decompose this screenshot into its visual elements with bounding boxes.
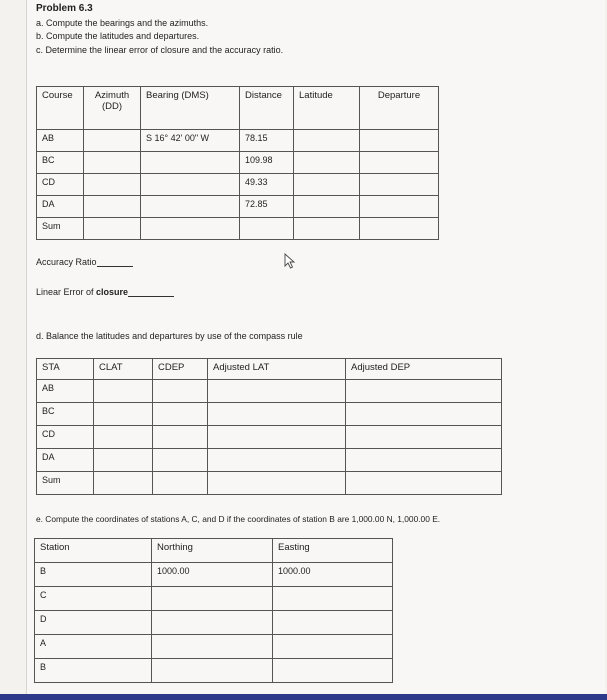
accuracy-ratio-blank[interactable] [97,257,133,267]
linear-error-label-bold: closure [96,287,129,297]
header-sta: STA [37,359,94,380]
table-row [37,472,502,495]
northing-cell[interactable] [152,659,273,683]
adjusted-dep-cell[interactable] [346,426,502,449]
header-adjusted-lat: Adjusted LAT [208,359,346,380]
bearing-cell[interactable] [141,196,240,218]
problem-title: Problem 6.3 [36,3,93,14]
easting-cell[interactable] [273,611,393,635]
cdep-cell[interactable] [153,426,208,449]
table-row [37,174,439,196]
sta-cell: Sum [37,472,94,495]
header-northing: Northing [152,539,273,563]
adjusted-lat-cell[interactable] [208,426,346,449]
northing-cell[interactable] [152,587,273,611]
azimuth-cell[interactable] [84,130,141,152]
azimuth-cell[interactable] [84,152,141,174]
azimuth-cell[interactable] [84,174,141,196]
table-row [35,563,393,587]
departure-cell[interactable] [360,130,439,152]
header-course: Course [37,87,84,130]
table-row [35,659,393,683]
header-easting: Easting [273,539,393,563]
latitude-cell[interactable] [294,130,360,152]
sta-cell: BC [37,403,94,426]
distance-cell: 109.98 [240,152,294,174]
header-adjusted-dep: Adjusted DEP [346,359,502,380]
bottom-edge-strip [0,694,607,700]
adjusted-dep-cell[interactable] [346,472,502,495]
northing-cell: 1000.00 [152,563,273,587]
distance-cell: 49.33 [240,174,294,196]
table-row [37,380,502,403]
bearing-cell[interactable] [141,152,240,174]
station-cell: B [35,563,152,587]
header-distance: Distance [240,87,294,130]
course-cell: Sum [37,218,84,240]
station-cell: A [35,635,152,659]
departure-cell[interactable] [360,196,439,218]
latitude-cell[interactable] [294,174,360,196]
clat-cell[interactable] [94,449,153,472]
latitude-cell[interactable] [294,152,360,174]
station-cell: C [35,587,152,611]
clat-cell[interactable] [94,426,153,449]
departure-cell[interactable] [360,152,439,174]
easting-cell[interactable] [273,659,393,683]
cdep-cell[interactable] [153,449,208,472]
table-row [35,611,393,635]
azimuth-cell[interactable] [84,218,141,240]
traverse-table [36,86,439,240]
table-row [37,196,439,218]
table-row [35,635,393,659]
bearing-cell[interactable]: S 16° 42' 00" W [141,130,240,152]
linear-error-label: Linear Error of [36,287,97,297]
easting-cell[interactable] [273,587,393,611]
table-row [37,218,439,240]
cdep-cell[interactable] [153,403,208,426]
course-cell: BC [37,152,84,174]
adjusted-lat-cell[interactable] [208,380,346,403]
adjusted-lat-cell[interactable] [208,449,346,472]
adjusted-lat-cell[interactable] [208,403,346,426]
sta-cell: AB [37,380,94,403]
mouse-cursor-icon [284,253,298,269]
latitude-cell[interactable] [294,218,360,240]
course-cell: AB [37,130,84,152]
instruction-e: e. Compute the coordinates of stations A, C, and D if the coordinates of station B are 1,000.00 N, 1,000.00 E. [36,514,441,524]
table-row [37,130,439,152]
station-cell: D [35,611,152,635]
adjusted-dep-cell[interactable] [346,449,502,472]
adjusted-dep-cell[interactable] [346,403,502,426]
clat-cell[interactable] [94,472,153,495]
header-azimuth [84,87,141,130]
easting-cell[interactable] [273,635,393,659]
linear-error-blank[interactable] [128,287,174,297]
northing-cell[interactable] [152,611,273,635]
bearing-cell[interactable] [141,174,240,196]
header-cdep: CDEP [153,359,208,380]
adjusted-dep-cell[interactable] [346,380,502,403]
table-row [35,587,393,611]
cdep-cell[interactable] [153,472,208,495]
instruction-c: c. Determine the linear error of closure and the accuracy ratio. [36,45,284,55]
sta-cell: CD [37,426,94,449]
instruction-d: d. Balance the latitudes and departures by use of the compass rule [36,331,303,341]
header-station: Station [35,539,152,563]
departure-cell[interactable] [360,174,439,196]
header-bearing: Bearing (DMS) [141,87,240,130]
northing-cell[interactable] [152,635,273,659]
adjusted-lat-cell[interactable] [208,472,346,495]
header-departure: Departure [360,87,439,130]
cdep-cell[interactable] [153,380,208,403]
easting-cell: 1000.00 [273,563,393,587]
latitude-cell[interactable] [294,196,360,218]
table-row [37,426,502,449]
clat-cell[interactable] [94,380,153,403]
instruction-a: a. Compute the bearings and the azimuths. [36,18,209,28]
instruction-b: b. Compute the latitudes and departures. [36,31,200,41]
header-azimuth-line1: Azimuth [94,90,130,101]
table-row [37,449,502,472]
header-clat: CLAT [94,359,153,380]
accuracy-ratio-label: Accuracy Ratio [36,257,97,267]
header-azimuth-line2: (DD) [101,101,123,112]
distance-cell[interactable] [240,218,294,240]
coordinates-table [34,538,393,683]
distance-cell: 78.15 [240,130,294,152]
linear-error-field[interactable] [36,287,174,297]
header-latitude: Latitude [294,87,360,130]
station-cell: B [35,659,152,683]
table-row [37,403,502,426]
course-cell: DA [37,196,84,218]
course-cell: CD [37,174,84,196]
accuracy-ratio-field[interactable] [36,257,133,267]
distance-cell: 72.85 [240,196,294,218]
compass-rule-table [36,358,502,495]
table-row [37,152,439,174]
bearing-cell[interactable] [141,218,240,240]
clat-cell[interactable] [94,403,153,426]
azimuth-cell[interactable] [84,196,141,218]
sta-cell: DA [37,449,94,472]
departure-cell[interactable] [360,218,439,240]
